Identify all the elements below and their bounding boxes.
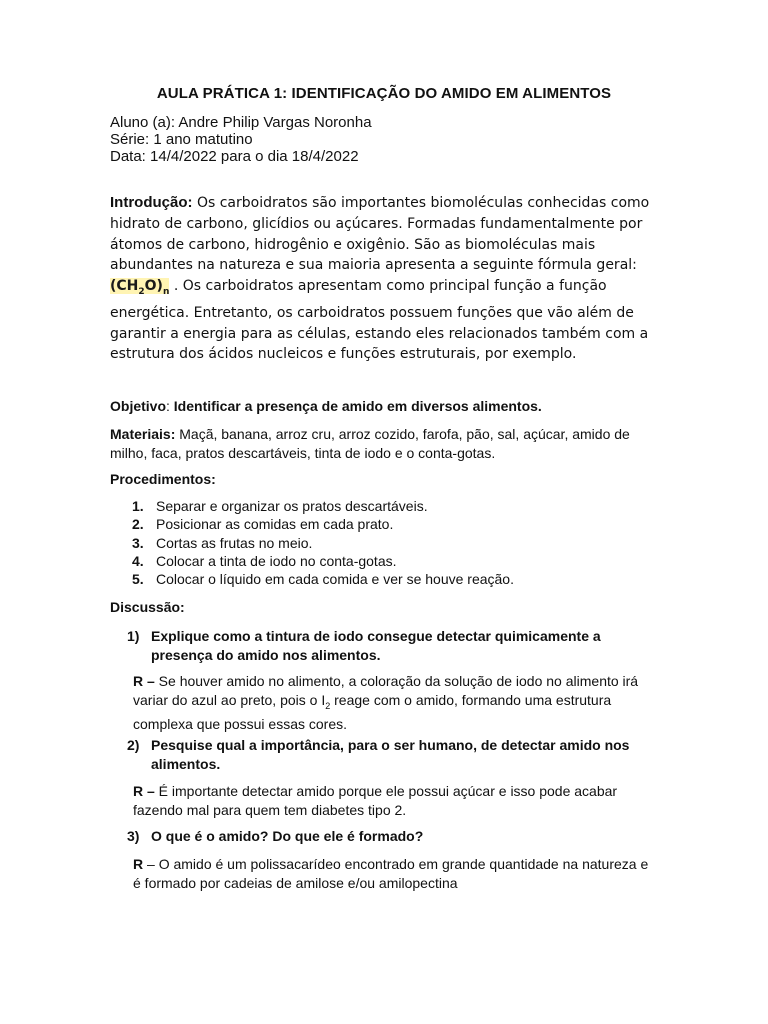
answer-label: R –	[133, 783, 155, 799]
list-text: Posicionar as comidas em cada prato.	[156, 516, 394, 533]
list-item	[132, 552, 514, 570]
list-number: 5.	[132, 571, 144, 588]
introduction-text-b: . Os carboidratos apresentam como principal função a função energética. Entretanto, os carboidratos possuem funções que vão além de garantir a energia para as células, estando eles relacionados também com a estrutura dos ácidos nucleicos e funções estruturais, por exemplo.	[110, 278, 649, 363]
question-number: 1)	[127, 628, 140, 644]
list-text: Cortas as frutas no meio.	[156, 534, 313, 551]
list-text: Colocar a tinta de iodo no conta-gotas.	[156, 552, 397, 569]
answer-text: Se houver amido no alimento, a coloração da solução de iodo no alimento irá variar do azul ao preto, pois o I	[133, 673, 639, 708]
question-text: Explique como a tintura de iodo consegue detectar quimicamente a presença do amido nos alimentos.	[151, 628, 601, 663]
answer-1	[133, 672, 658, 733]
document-date: Data: 14/4/2022 para o dia 18/4/2022	[110, 148, 359, 165]
answer-label: R	[133, 856, 144, 872]
question-2	[127, 736, 657, 773]
procedures-list	[132, 497, 514, 588]
list-item	[132, 497, 514, 515]
question-number: 2)	[127, 737, 140, 753]
answer-label: R –	[133, 673, 155, 689]
list-number: 1.	[132, 498, 144, 514]
formula-subscript: n	[162, 286, 170, 297]
document-title: AULA PRÁTICA 1: IDENTIFICAÇÃO DO AMIDO EM ALIMENTOS	[156, 85, 612, 102]
materials-paragraph	[110, 425, 650, 462]
procedures-heading: Procedimentos:	[110, 471, 216, 487]
list-number: 3.	[132, 534, 144, 551]
objective-separator: :	[166, 398, 174, 414]
list-item	[132, 570, 514, 588]
answer-2	[133, 782, 658, 819]
materials-label: Materiais:	[110, 426, 176, 442]
question-1	[127, 627, 657, 664]
question-text: O que é o amido? Do que ele é formado?	[151, 828, 424, 844]
answer-3	[133, 855, 658, 892]
question-number: 3)	[127, 828, 140, 844]
list-text: Colocar o líquido em cada comida e ver se houve reação.	[156, 571, 514, 588]
introduction-paragraph	[110, 193, 650, 365]
list-text: Separar e organizar os pratos descartáveis.	[156, 498, 428, 514]
objective-label: Objetivo	[110, 398, 167, 414]
student-name: Aluno (a): Andre Philip Vargas Noronha	[110, 114, 372, 131]
objective-line	[110, 397, 650, 416]
answer-text: É importante detectar amido porque ele possui açúcar e isso pode acabar fazendo mal para quem tem diabetes tipo 2.	[133, 783, 618, 818]
introduction-text-a: Os carboidratos são importantes biomoléculas conhecidas como hidrato de carbono, glicídios ou açúcares. Formadas fundamentalmente por átomos de carbono, hidrogênio e oxigênio. São as biomoléculas mais abundantes na natureza e sua maioria apresenta a seguinte fórmula geral:	[110, 195, 650, 274]
carbohydrate-formula	[110, 278, 170, 297]
discussion-heading: Discussão:	[110, 599, 185, 615]
answer-subscript: 2	[325, 700, 331, 711]
objective-text: Identificar a presença de amido em diversos alimentos.	[173, 398, 542, 414]
list-number: 2.	[132, 516, 144, 533]
list-item	[132, 534, 514, 552]
question-text: Pesquise qual a importância, para o ser humano, de detectar amido nos alimentos.	[151, 737, 630, 772]
list-item	[132, 515, 514, 533]
list-number: 4.	[132, 552, 144, 569]
formula-part: (CH	[110, 278, 139, 295]
introduction-label: Introdução:	[110, 194, 193, 211]
materials-text: Maçã, banana, arroz cru, arroz cozido, farofa, pão, sal, açúcar, amido de milho, faca, pratos descartáveis, tinta de iodo e o conta-gotas.	[110, 426, 630, 461]
answer-text: – O amido é um polissacarídeo encontrado em grande quantidade na natureza e é formado por cadeias de amilose e/ou amilopectina	[133, 856, 649, 891]
formula-subscript: 2	[138, 286, 145, 297]
formula-part: O)	[144, 278, 163, 295]
answer-text: reage com o amido, formando uma estrutura complexa que possui essas cores.	[133, 691, 612, 732]
student-grade: Série: 1 ano matutino	[110, 131, 253, 148]
question-3	[127, 827, 657, 846]
